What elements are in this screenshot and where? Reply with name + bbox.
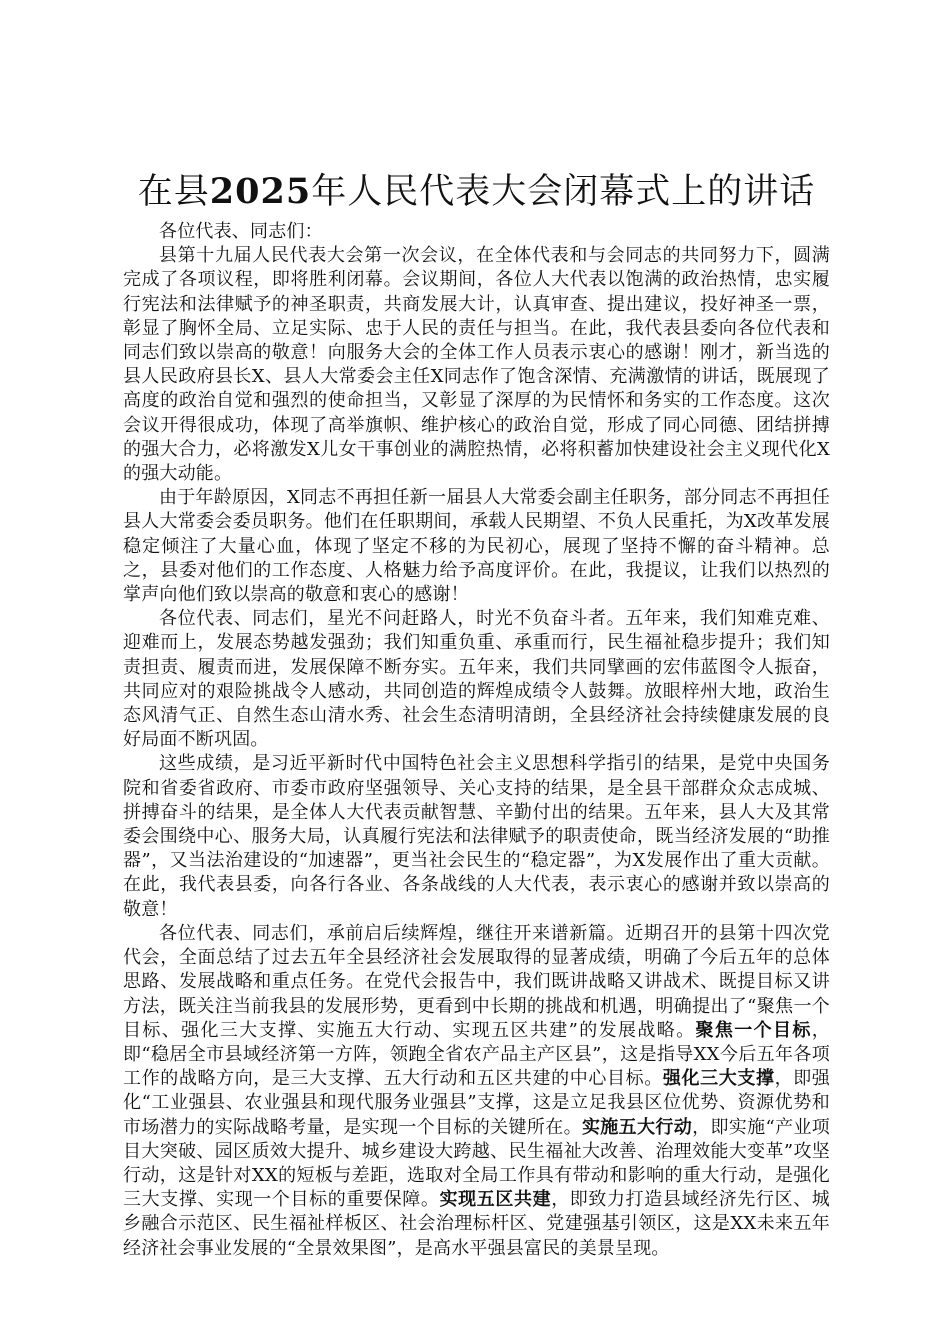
paragraph-2: 由于年龄原因，X同志不再担任新一届县人大常委会副主任职务，部分同志不再担任县人大常委会委员职务。他们在任职期间，承载人民期望、不负人民重托，为X改革发展稳定倾注了大量心血，体现了坚定不移的为民初心，展现了坚持不懈的奋斗精神。总之，县委对他们的工作态度、人格魅力给予高度评价。在此，我提议，让我们以热烈的掌声向他们致以崇高的敬意和衷心的感谢！: [123, 487, 830, 606]
title-year: 2025: [209, 171, 312, 212]
text-focus-one-goal: ，即“稳居全市县域经济第一方阵，领跑全省农产品主产区县”，这是指导XX今后五年各项工作的战略方向，是三大支撑、五大行动和五区共建的中心目标。: [123, 1019, 830, 1090]
paragraph-1: 县第十九届人民代表大会第一次会议，在全体代表和与会同志的共同努力下，圆满完成了各项议程，即将胜利闭幕。会议期间，各位人大代表以饱满的政治热情，忠实履行宪法和法律赋予的神圣职责，共商发展大计，认真审查、提出建议，投好神圣一票，彰显了胸怀全局、立足实际、忠于人民的责任与担当。在此，我代表县委向各位代表和同志们致以崇高的敬意！向服务大会的全体工作人员表示衷心的感谢！刚才，新当选的县人民政府县长X、县人大常委会主任X同志作了饱含深情、充满激情的讲话，既展现了高度的政治自觉和强烈的使命担当，又彰显了深厚的为民情怀和务实的工作态度。这次会议开得很成功，体现了高举旗帜、维护核心的政治自觉，形成了同心同德、团结拼搏的强大合力，必将激发X儿女干事创业的满腔热情，必将积蓄加快建设社会主义现代化X的强大动能。: [123, 245, 830, 485]
title-prefix: 在县: [137, 172, 210, 212]
document-title: [123, 168, 830, 216]
paragraph-3: 各位代表、同志们，星光不问赶路人，时光不负奋斗者。五年来，我们知难克难、迎难而上，发展态势越发强劲；我们知重负重、承重而行，民生福祉稳步提升；我们知责担责、履责而进，发展保障不断夯实。五年来，我们共同擘画的宏伟蓝图令人振奋，共同应对的艰险挑战令人感动，共同创造的辉煌成绩令人鼓舞。放眼梓州大地，政治生态风清气正、自然生态山清水秀、社会生态清明清朗，全县经济社会持续健康发展的良好局面不断巩固。: [123, 608, 830, 751]
paragraph-5: [123, 922, 830, 1261]
title-suffix: 年人民代表大会闭幕式上的讲话: [311, 172, 816, 212]
heading-focus-one-goal: 聚焦一个目标: [695, 1019, 812, 1041]
document-page: [123, 168, 830, 1261]
text-five-actions: ，即实施“产业项目大突破、园区质效大提升、城乡建设大跨越、民生福祉大改善、治理效能大变革”攻坚行动，这是针对XX的短板与差距，选取对全局工作具有带动和影响的重大行动，是强化三大支撑、实现一个目标的重要保障。: [123, 1116, 830, 1211]
heading-three-supports: 强化三大支撑: [662, 1068, 775, 1090]
paragraph-4: 这些成绩，是习近平新时代中国特色社会主义思想科学指引的结果，是党中央国务院和省委省政府、市委市政府坚强领导、关心支持的结果，是全县干部群众众志成城、拼搏奋斗的结果，是全体人大代表贡献智慧、辛勤付出的结果。五年来，县人大及其常委会围绕中心、服务大局，认真履行宪法和法律赋予的职责使命，既当经济发展的“助推器”，又当法治建设的“加速器”，更当社会民生的“稳定器”，为X发展作出了重大贡献。在此，我代表县委，向各行各业、各条战线的人大代表，表示衷心的感谢并致以崇高的敬意！: [123, 753, 830, 920]
text-three-supports: ，即强化“工业强县、农业强县和现代服务业强县”支撑，这是立足我县区位优势、资源优势和市场潜力的实际战略考量，是实现一个目标的关键所在。: [123, 1068, 831, 1138]
paragraph-5-intro: 各位代表、同志们，承前启后续辉煌，继往开来谱新篇。近期召开的县第十四次党代会，全面总结了过去五年全县经济社会发展取得的显著成绩，明确了今后五年的总体思路、发展战略和重点任务。在党代会报告中，我们既讲战略又讲战术、既提目标又讲方法，既关注当前我县的发展形势，更看到中长期的挑战和机遇，明确提出了“聚焦一个目标、强化三大支撑、实施五大行动、实现五区共建”的发展战略。: [123, 922, 830, 1041]
heading-five-zones: 实现五区共建: [439, 1189, 552, 1211]
salutation: 各位代表、同志们：: [159, 221, 323, 242]
text-five-zones: ，即致力打造县域经济先行区、城乡融合示范区、民生福祉样板区、社会治理标杆区、党建强基引领区，这是XX未来五年经济社会事业发展的“全景效果图”，是高水平强县富民的美景呈现。: [123, 1189, 831, 1259]
heading-five-actions: 实施五大行动: [581, 1116, 693, 1138]
